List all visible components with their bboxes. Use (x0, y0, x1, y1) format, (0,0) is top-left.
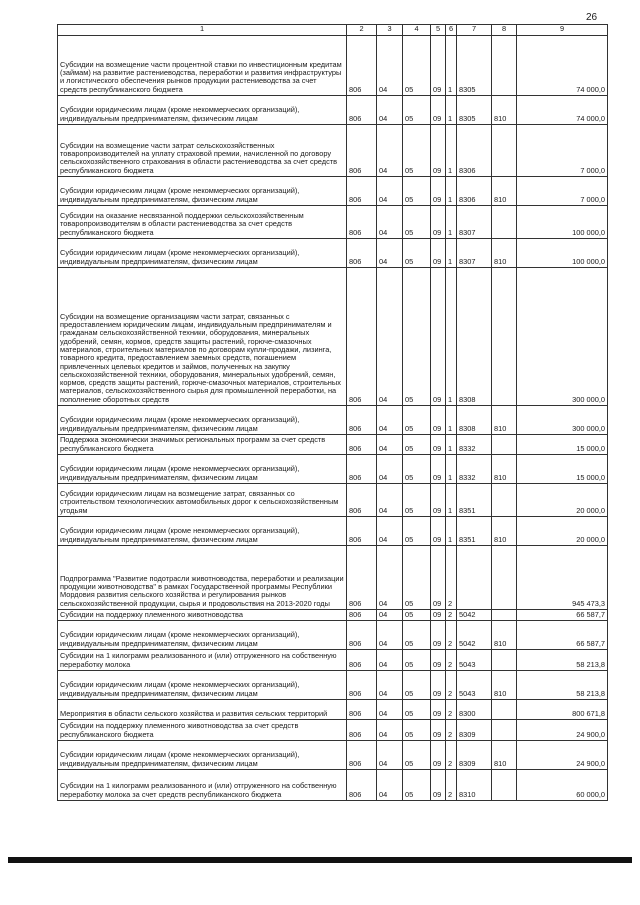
amount: 20 000,0 (517, 517, 608, 546)
article-code: 5042 (457, 621, 492, 650)
program-code: 09 (431, 435, 446, 455)
program-code: 09 (431, 517, 446, 546)
article-code: 8300 (457, 700, 492, 720)
row-description: Субсидии на 1 килограмм реализованного и (или) отгруженного на собственную переработку молока (58, 650, 347, 671)
department-code: 806 (347, 268, 377, 406)
subprogram-code: 1 (446, 268, 457, 406)
expense-type-code: 810 (492, 406, 517, 435)
section-code: 04 (377, 206, 403, 239)
row-description: Субсидии юридическим лицам (кроме некоммерческих организаций), индивидуальным предпринимателям, физическим лицам (58, 406, 347, 435)
row-description: Субсидии юридическим лицам на возмещение затрат, связанных со строительством технологических автомобильных дорог к сельскохозяйственным угодьям (58, 484, 347, 517)
program-code: 09 (431, 770, 446, 801)
header-cell: 9 (517, 25, 608, 36)
program-code: 09 (431, 671, 446, 700)
table-row (58, 720, 608, 741)
article-code: 5042 (457, 610, 492, 621)
amount: 66 587,7 (517, 610, 608, 621)
table-row (58, 650, 608, 671)
subprogram-code: 1 (446, 517, 457, 546)
department-code: 806 (347, 650, 377, 671)
section-code: 04 (377, 671, 403, 700)
article-code: 8306 (457, 125, 492, 177)
amount: 66 587,7 (517, 621, 608, 650)
row-description: Мероприятия в области сельского хозяйства и развития сельских территорий (58, 700, 347, 720)
expense-type-code (492, 268, 517, 406)
header-cell: 4 (403, 25, 431, 36)
department-code: 806 (347, 96, 377, 125)
article-code: 8306 (457, 177, 492, 206)
department-code: 806 (347, 435, 377, 455)
subprogram-code: 2 (446, 650, 457, 671)
subprogram-code: 2 (446, 621, 457, 650)
department-code: 806 (347, 177, 377, 206)
subprogram-code: 2 (446, 741, 457, 770)
table-row (58, 484, 608, 517)
section-code: 04 (377, 741, 403, 770)
subprogram-code: 1 (446, 435, 457, 455)
header-cell: 5 (431, 25, 446, 36)
article-code: 8351 (457, 517, 492, 546)
row-description: Субсидии на возмещение организациям части затрат, связанных с предоставлением юридическим лицам, индивидуальным предпринимателям и гражданам сельскохозяйственной техники, оборудования, минеральных удобрений, семян, кормов, средств защиты растений, горюче-смазочных материалов, строительных материалов по договорам купли-продажи, лизинга, товарного кредита, предоставлением заемных средств, погашением привлеченных целевых кредитов и займов, полученных на закупку сельскохозяйственной техники, оборудования, минеральных удобрений, семян, кормов, средств защиты растений, горюче-смазочных материалов, строительных материалов, сельскохозяйственного сырья для промышленной переработки, на пополнение оборотных средств (58, 268, 347, 406)
expense-type-code (492, 125, 517, 177)
article-code: 8307 (457, 239, 492, 268)
program-code: 09 (431, 455, 446, 484)
expense-type-code (492, 650, 517, 671)
department-code: 806 (347, 517, 377, 546)
program-code: 09 (431, 125, 446, 177)
subsection-code: 05 (403, 268, 431, 406)
section-code: 04 (377, 610, 403, 621)
table-row (58, 546, 608, 610)
expense-type-code (492, 770, 517, 801)
program-code: 09 (431, 610, 446, 621)
department-code: 806 (347, 239, 377, 268)
article-code: 8305 (457, 96, 492, 125)
section-code: 04 (377, 770, 403, 801)
subsection-code: 05 (403, 96, 431, 125)
expense-type-code: 810 (492, 517, 517, 546)
subsection-code: 05 (403, 671, 431, 700)
section-code: 04 (377, 455, 403, 484)
header-cell: 7 (457, 25, 492, 36)
header-cell: 3 (377, 25, 403, 36)
row-description: Субсидии на поддержку племенного животноводства за счет средств республиканского бюджета (58, 720, 347, 741)
amount: 24 900,0 (517, 720, 608, 741)
amount: 800 671,8 (517, 700, 608, 720)
subprogram-code: 2 (446, 610, 457, 621)
row-description: Субсидии на оказание несвязанной поддержки сельскохозяйственным товаропроизводителям в области растениеводства за счет средств республиканского бюджета (58, 206, 347, 239)
row-description: Субсидии юридическим лицам (кроме некоммерческих организаций), индивидуальным предпринимателям, физическим лицам (58, 96, 347, 125)
section-code: 04 (377, 621, 403, 650)
department-code: 806 (347, 720, 377, 741)
row-description: Субсидии на возмещение части затрат сельскохозяйственных товаропроизводителей на уплату страховой премии, начисленной по договору сельскохозяйственного страхования в области растениеводства за счет средств республиканского бюджета (58, 125, 347, 177)
row-description: Субсидии юридическим лицам (кроме некоммерческих организаций), индивидуальным предпринимателям, физическим лицам (58, 741, 347, 770)
program-code: 09 (431, 700, 446, 720)
row-description: Субсидии на поддержку племенного животноводства (58, 610, 347, 621)
subsection-code: 05 (403, 621, 431, 650)
program-code: 09 (431, 484, 446, 517)
section-code: 04 (377, 96, 403, 125)
row-description: Субсидии на 1 килограмм реализованного и (или) отгруженного на собственную переработку молока за счет средств республиканского бюджета (58, 770, 347, 801)
amount: 300 000,0 (517, 406, 608, 435)
department-code: 806 (347, 610, 377, 621)
article-code: 5043 (457, 650, 492, 671)
row-description: Субсидии юридическим лицам (кроме некоммерческих организаций), индивидуальным предпринимателям, физическим лицам (58, 517, 347, 546)
expense-type-code (492, 610, 517, 621)
header-cell: 2 (347, 25, 377, 36)
department-code: 806 (347, 36, 377, 96)
row-description: Субсидии юридическим лицам (кроме некоммерческих организаций), индивидуальным предпринимателям, физическим лицам (58, 177, 347, 206)
amount: 100 000,0 (517, 206, 608, 239)
program-code: 09 (431, 36, 446, 96)
amount: 58 213,8 (517, 650, 608, 671)
subprogram-code: 1 (446, 406, 457, 435)
section-code: 04 (377, 546, 403, 610)
table-row (58, 406, 608, 435)
program-code: 09 (431, 720, 446, 741)
section-code: 04 (377, 125, 403, 177)
expense-type-code: 810 (492, 741, 517, 770)
subprogram-code: 2 (446, 720, 457, 741)
amount: 20 000,0 (517, 484, 608, 517)
subsection-code: 05 (403, 700, 431, 720)
page-bottom-border (8, 857, 632, 863)
section-code: 04 (377, 406, 403, 435)
page-number: 26 (586, 12, 598, 23)
amount: 15 000,0 (517, 455, 608, 484)
expense-type-code (492, 700, 517, 720)
amount: 100 000,0 (517, 239, 608, 268)
department-code: 806 (347, 406, 377, 435)
row-description: Поддержка экономически значимых региональных программ за счет средств республиканского бюджета (58, 435, 347, 455)
subprogram-code: 1 (446, 177, 457, 206)
subprogram-code: 1 (446, 96, 457, 125)
department-code: 806 (347, 484, 377, 517)
section-code: 04 (377, 268, 403, 406)
subsection-code: 05 (403, 650, 431, 671)
amount: 60 000,0 (517, 770, 608, 801)
table-row (58, 621, 608, 650)
expense-type-code: 810 (492, 96, 517, 125)
section-code: 04 (377, 177, 403, 206)
table-header-row (58, 25, 608, 36)
section-code: 04 (377, 435, 403, 455)
program-code: 09 (431, 177, 446, 206)
expense-type-code: 810 (492, 621, 517, 650)
subprogram-code: 1 (446, 206, 457, 239)
table-row (58, 36, 608, 96)
article-code: 8309 (457, 720, 492, 741)
header-cell: 8 (492, 25, 517, 36)
expense-type-code (492, 546, 517, 610)
subsection-code: 05 (403, 125, 431, 177)
subsection-code: 05 (403, 610, 431, 621)
amount: 58 213,8 (517, 671, 608, 700)
budget-table (57, 24, 608, 801)
subsection-code: 05 (403, 517, 431, 546)
program-code: 09 (431, 741, 446, 770)
table-row (58, 268, 608, 406)
table-row (58, 177, 608, 206)
amount: 7 000,0 (517, 125, 608, 177)
subprogram-code: 2 (446, 671, 457, 700)
section-code: 04 (377, 36, 403, 96)
section-code: 04 (377, 700, 403, 720)
subprogram-code: 1 (446, 125, 457, 177)
table-row (58, 455, 608, 484)
expense-type-code (492, 206, 517, 239)
section-code: 04 (377, 484, 403, 517)
section-code: 04 (377, 239, 403, 268)
subprogram-code: 1 (446, 36, 457, 96)
section-code: 04 (377, 650, 403, 671)
subsection-code: 05 (403, 406, 431, 435)
expense-type-code: 810 (492, 239, 517, 268)
article-code: 8351 (457, 484, 492, 517)
subsection-code: 05 (403, 741, 431, 770)
subsection-code: 05 (403, 239, 431, 268)
department-code: 806 (347, 741, 377, 770)
row-description: Субсидии юридическим лицам (кроме некоммерческих организаций), индивидуальным предпринимателям, физическим лицам (58, 455, 347, 484)
program-code: 09 (431, 650, 446, 671)
row-description: Субсидии юридическим лицам (кроме некоммерческих организаций), индивидуальным предпринимателям, физическим лицам (58, 671, 347, 700)
subprogram-code: 2 (446, 770, 457, 801)
subsection-code: 05 (403, 36, 431, 96)
program-code: 09 (431, 621, 446, 650)
row-description: Подпрограмма "Развитие подотрасли животноводства, переработки и реализации продукции животноводства" в рамках Государственной программы Республики Мордовия развития сельского хозяйства и регулирования рынков сельскохозяйственной продукции, сырья и продовольствия на 2013-2020 годы (58, 546, 347, 610)
subprogram-code: 2 (446, 546, 457, 610)
amount: 15 000,0 (517, 435, 608, 455)
table-row (58, 435, 608, 455)
program-code: 09 (431, 268, 446, 406)
department-code: 806 (347, 546, 377, 610)
article-code: 8332 (457, 435, 492, 455)
amount: 74 000,0 (517, 36, 608, 96)
table-row (58, 206, 608, 239)
article-code (457, 546, 492, 610)
expense-type-code: 810 (492, 177, 517, 206)
expense-type-code (492, 36, 517, 96)
table-row (58, 700, 608, 720)
program-code: 09 (431, 546, 446, 610)
table-row (58, 96, 608, 125)
article-code: 8305 (457, 36, 492, 96)
section-code: 04 (377, 720, 403, 741)
row-description: Субсидии юридическим лицам (кроме некоммерческих организаций), индивидуальным предпринимателям, физическим лицам (58, 239, 347, 268)
article-code: 8308 (457, 406, 492, 435)
header-cell: 1 (58, 25, 347, 36)
amount: 300 000,0 (517, 268, 608, 406)
expense-type-code (492, 435, 517, 455)
expense-type-code (492, 484, 517, 517)
program-code: 09 (431, 239, 446, 268)
subsection-code: 05 (403, 720, 431, 741)
amount: 74 000,0 (517, 96, 608, 125)
article-code: 8332 (457, 455, 492, 484)
subsection-code: 05 (403, 455, 431, 484)
article-code: 8307 (457, 206, 492, 239)
table-row (58, 517, 608, 546)
subprogram-code: 1 (446, 239, 457, 268)
article-code: 5043 (457, 671, 492, 700)
header-cell: 6 (446, 25, 457, 36)
department-code: 806 (347, 671, 377, 700)
department-code: 806 (347, 700, 377, 720)
subprogram-code: 2 (446, 700, 457, 720)
row-description: Субсидии на возмещение части процентной ставки по инвестиционным кредитам (займам) на развитие растениеводства, переработки и развития инфраструктуры и логистического обеспечения рынков продукции растениеводства за счет средств республиканского бюджета (58, 36, 347, 96)
department-code: 806 (347, 770, 377, 801)
article-code: 8310 (457, 770, 492, 801)
table-row (58, 239, 608, 268)
table-row (58, 770, 608, 801)
subsection-code: 05 (403, 484, 431, 517)
table-row (58, 741, 608, 770)
program-code: 09 (431, 96, 446, 125)
program-code: 09 (431, 206, 446, 239)
amount: 24 900,0 (517, 741, 608, 770)
amount: 945 473,3 (517, 546, 608, 610)
section-code: 04 (377, 517, 403, 546)
program-code: 09 (431, 406, 446, 435)
amount: 7 000,0 (517, 177, 608, 206)
subprogram-code: 1 (446, 484, 457, 517)
expense-type-code: 810 (492, 455, 517, 484)
subsection-code: 05 (403, 435, 431, 455)
subprogram-code: 1 (446, 455, 457, 484)
subsection-code: 05 (403, 546, 431, 610)
article-code: 8309 (457, 741, 492, 770)
article-code: 8308 (457, 268, 492, 406)
subsection-code: 05 (403, 177, 431, 206)
table-row (58, 671, 608, 700)
department-code: 806 (347, 621, 377, 650)
expense-type-code: 810 (492, 671, 517, 700)
expense-type-code (492, 720, 517, 741)
department-code: 806 (347, 455, 377, 484)
department-code: 806 (347, 125, 377, 177)
department-code: 806 (347, 206, 377, 239)
table-row (58, 610, 608, 621)
subsection-code: 05 (403, 770, 431, 801)
table-row (58, 125, 608, 177)
subsection-code: 05 (403, 206, 431, 239)
row-description: Субсидии юридическим лицам (кроме некоммерческих организаций), индивидуальным предпринимателям, физическим лицам (58, 621, 347, 650)
